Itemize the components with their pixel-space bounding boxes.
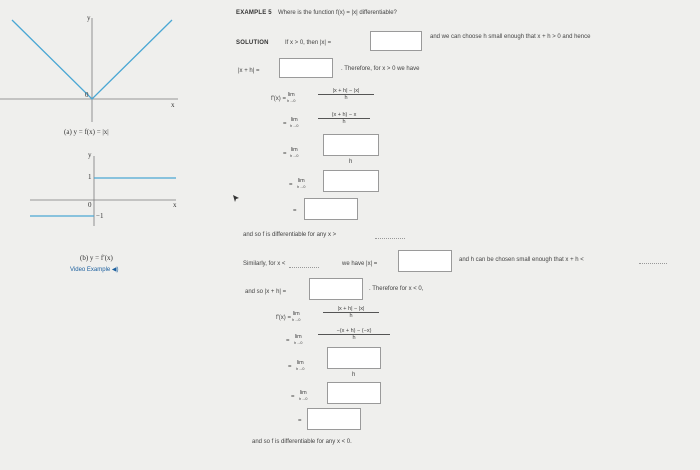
graph-b-neg-one: −1 (96, 212, 104, 220)
equals-5: = (293, 208, 297, 214)
equals-7: = (288, 364, 292, 370)
answer-box-abs-x-neg[interactable] (398, 250, 452, 272)
example-question: Where is the function f(x) = |x| differentiable? (278, 10, 397, 16)
fraction-3: $\frac{|x + h| - |x|}{h}$ (323, 306, 379, 319)
blank-x-greater[interactable] (375, 238, 405, 239)
fraction-2: $\frac{(x + h) - x}{h}$ (318, 112, 370, 125)
limit-1: lim h→0 (287, 92, 296, 103)
graph-b-caption: (b) y = f′(x) (80, 254, 113, 262)
therefore-positive: . Therefore, for x > 0 we have (341, 66, 420, 72)
denominator-h-1: h (349, 159, 353, 165)
fprime-label-neg: f′(x) = (276, 315, 291, 321)
answer-box-result-neg[interactable] (307, 408, 361, 430)
denominator-h-2: h (352, 372, 356, 378)
answer-box-result-pos[interactable] (304, 198, 358, 220)
graph-b-y-label: y (88, 151, 92, 159)
limit-5: lim h→0 (292, 311, 301, 322)
similarly-label: Similarly, for x < (243, 261, 286, 267)
blank-xh-less[interactable] (639, 263, 667, 264)
video-example-label: Video Example (70, 267, 111, 273)
limit-3: lim h→0 (290, 147, 299, 158)
answer-box-simplified-neg[interactable] (327, 382, 381, 404)
and-so-label: and so |x + h| = (245, 289, 287, 295)
speaker-icon: ◀) (111, 267, 119, 273)
equals-9: = (298, 418, 302, 424)
we-have-label: we have |x| = (342, 261, 378, 267)
graph-a-caption: (a) y = f(x) = |x| (64, 128, 109, 136)
equals-3: = (283, 151, 287, 157)
solution-label: SOLUTION (236, 40, 269, 46)
equals-6: = (286, 338, 290, 344)
blank-x-less[interactable] (289, 267, 319, 268)
answer-box-numerator-neg[interactable] (327, 347, 381, 369)
answer-box-abs-xh-neg[interactable] (309, 278, 363, 300)
solution-intro: If x > 0, then |x| = (285, 40, 332, 46)
graph-derivative (0, 150, 180, 230)
answer-box-simplified-pos[interactable] (323, 170, 379, 192)
limit-6: lim h→0 (294, 334, 303, 345)
graph-a-y-label: y (87, 14, 91, 22)
negative-conclusion: and so f is differentiable for any x < 0. (252, 439, 352, 445)
equals-4: = (289, 182, 293, 188)
equals-2: = (283, 121, 287, 127)
graph-b-x-label: x (173, 201, 177, 209)
limit-4: lim h→0 (297, 178, 306, 189)
therefore-negative: . Therefore for x < 0, (369, 286, 424, 292)
graph-a-x-label: x (171, 101, 175, 109)
graph-a-origin: 0 (85, 91, 89, 99)
answer-box-numerator-pos[interactable] (323, 134, 379, 156)
cursor-icon (232, 194, 240, 203)
answer-box-abs-x-pos[interactable] (370, 31, 422, 51)
limit-8: lim h→0 (299, 390, 308, 401)
example-label: EXAMPLE 5 (236, 10, 272, 16)
h-chosen-label: and h can be chosen small enough that x + h < (459, 257, 584, 263)
fprime-label: f′(x) = (271, 96, 286, 102)
graph-b-one: 1 (88, 173, 92, 181)
graph-b-origin: 0 (88, 201, 92, 209)
fraction-4: $\frac{-(x + h) - (-x)}{h}$ (318, 328, 390, 341)
equals-8: = (291, 394, 295, 400)
fraction-1: $\frac{|x + h| - |x|}{h}$ (318, 88, 374, 101)
limit-7: lim h→0 (296, 360, 305, 371)
video-example-link[interactable] (70, 266, 119, 273)
abs-x-plus-h-label: |x + h| = (238, 68, 260, 74)
solution-choose-h: and we can choose h small enough that x + h > 0 and hence (430, 34, 591, 40)
positive-conclusion: and so f is differentiable for any x > (243, 232, 337, 238)
answer-box-abs-xh-pos[interactable] (279, 58, 333, 78)
limit-2: lim h→0 (290, 117, 299, 128)
